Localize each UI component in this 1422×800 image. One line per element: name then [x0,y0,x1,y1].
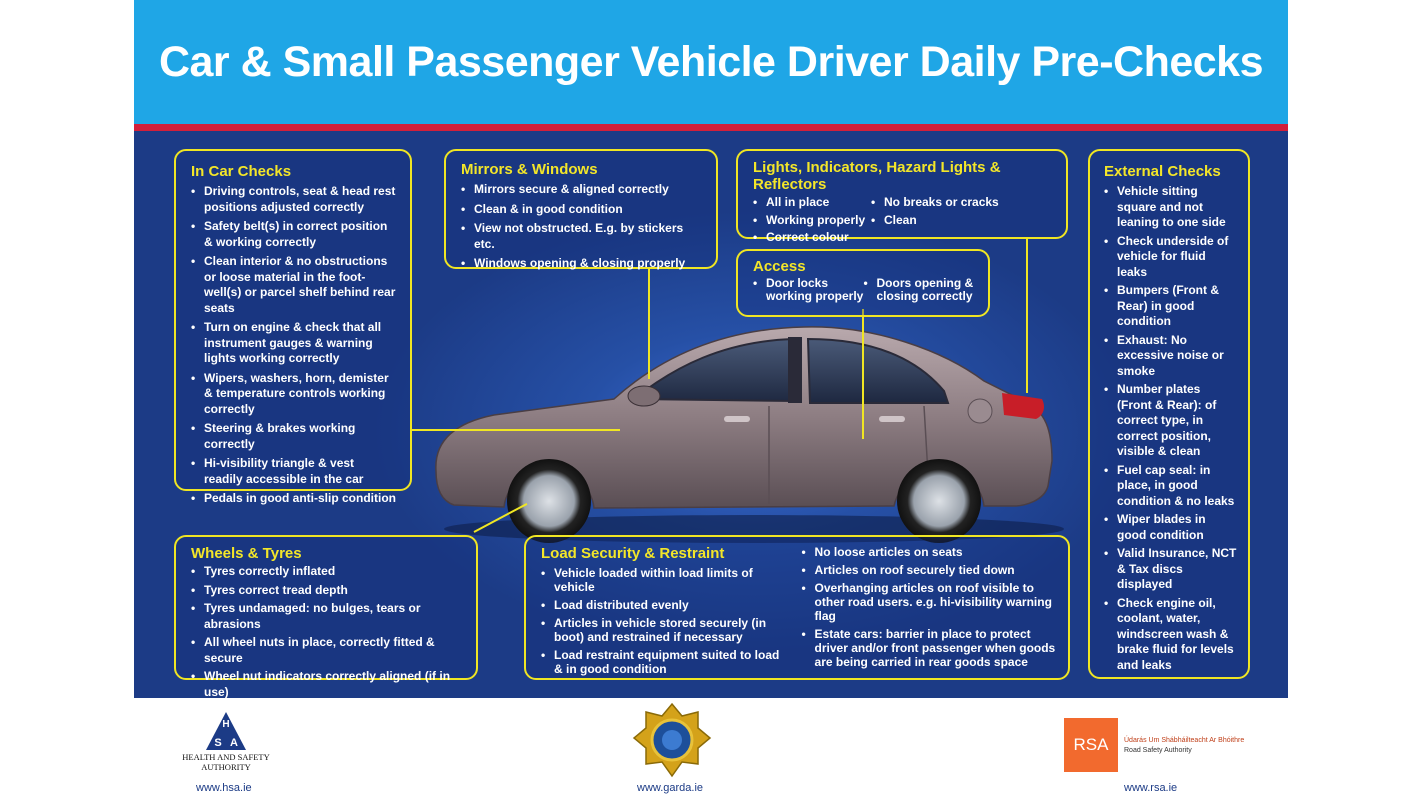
header-banner [134,0,1288,124]
car-pillar [788,337,802,403]
list-item: • Working properly [753,213,871,229]
list-item: • Vehicle loaded within load limits of vehicle [541,566,788,594]
list-item: • Clean interior & no obstructions or loose material in the foot-well(s) or parcel shelf behind rear seats [191,254,396,316]
rsa-irish-name: Údarás Um Shábháilteacht Ar Bhóithre [1124,737,1245,744]
front-wheel [507,459,591,543]
list-item: • Wheel nut indicators correctly aligned (if in use) [191,669,464,700]
in-car-checks-list [191,184,396,507]
list-item: • Clean & in good condition [461,202,702,218]
lights-list-left [753,195,871,248]
poster [134,0,1288,800]
list-item: • Safety belt(s) in correct position & working correctly [191,219,396,250]
mirrors-windows-heading: Mirrors & Windows [461,161,598,178]
load-security-heading: Load Security & Restraint [541,545,725,562]
list-item: • Tyres correct tread depth [191,583,464,599]
load-left-column [541,545,788,680]
list-item: • Doors opening & closing correctly [864,277,975,303]
list-item: • Correct colour [753,230,871,246]
access-heading: Access [753,258,806,275]
rear-wheel [897,459,981,543]
list-item: • Valid Insurance, NCT & Tax discs displayed [1104,546,1238,593]
lights-heading: Lights, Indicators, Hazard Lights & Reflectors [753,159,1001,193]
list-item: • Check underside of vehicle for fluid leaks [1104,234,1238,281]
list-item: • Articles on roof securely tied down [802,563,1056,577]
in-car-checks-heading: In Car Checks [191,163,292,180]
header-divider [134,124,1288,131]
page-title: Car & Small Passenger Vehicle Driver Daily Pre-Checks [158,38,1264,86]
access-columns [753,275,974,307]
list-item: • View not obstructed. E.g. by stickers etc. [461,221,702,252]
load-list-right [802,545,1056,680]
list-item: • Clean [871,213,999,229]
access-box [736,249,990,317]
in-car-checks-box [174,149,412,505]
hsa-logo-icon [204,710,248,752]
list-item: • Exhaust: No excessive noise or smoke [1104,333,1238,380]
access-list-right [864,277,975,307]
connector-lights [1026,238,1028,393]
external-checks-list [1104,184,1238,673]
door-handle-front [724,416,750,422]
list-item: • Wiper blades in good condition [1104,512,1238,543]
mirrors-windows-box [444,149,718,269]
hsa-letter-s: S [214,737,222,749]
list-item: • Load distributed evenly [541,598,788,612]
hsa-letter-a: A [230,737,238,749]
list-item: • Tyres correctly inflated [191,564,464,580]
fuel-cap [968,399,992,423]
list-item: • Wipers, washers, horn, demister & temperature controls working correctly [191,371,396,418]
list-item: • Tyres undamaged: no bulges, tears or abrasions [191,601,464,632]
rsa-logo-icon: RSA [1064,718,1118,772]
tail-light [1002,393,1044,419]
list-item: • Vehicle sitting square and not leaning to one side [1104,184,1238,231]
list-item: • Turn on engine & check that all instrument gauges & warning lights working correctly [191,320,396,367]
door-handle-rear [879,416,905,422]
lights-columns [753,193,1052,248]
list-item: • All in place [753,195,871,211]
list-item: • Steering & brakes working correctly [191,421,396,452]
list-item: • No loose articles on seats [802,545,1056,559]
rsa-name: Road Safety Authority [1124,747,1192,754]
wheels-tyres-heading: Wheels & Tyres [191,545,302,562]
list-item: • Pedals in good anti-slip condition [191,491,396,507]
list-item: • Estate cars: barrier in place to protect driver and/or front passenger when goods are being carried in rear goods space [802,627,1056,669]
list-item: • Windows opening & closing properly [461,256,702,272]
list-item: • Fuel cap seal: in place, in good condition & no leaks [1104,463,1238,510]
connector-mirrors [648,269,650,379]
checks-panel [134,131,1288,698]
mirrors-windows-list [461,182,702,272]
hsa-letter-h: H [222,719,230,730]
wheels-tyres-box [174,535,478,699]
wheels-tyres-list [191,564,464,719]
list-item: • Driving controls, seat & head rest positions adjusted correctly [191,184,396,215]
garda-url[interactable]: www.garda.ie [637,782,704,794]
list-item: • Mirrors secure & aligned correctly [461,182,702,198]
access-list-left [753,277,864,307]
list-item: • No breaks or cracks [871,195,999,211]
garda-badge-icon [632,702,712,778]
lights-box [736,149,1068,244]
list-item: • Number plates (Front & Rear): of correct type, in correct position, visible & clean [1104,382,1238,460]
list-item: • Door locks working properly [753,277,864,303]
list-item: • Articles in vehicle stored securely (in boot) and restrained if necessary [541,616,788,644]
car-illustration [424,311,1064,551]
external-checks-box [1088,149,1250,679]
load-list-left [541,566,788,676]
load-security-box [524,535,1070,680]
load-columns [541,545,1056,680]
list-item: • Bumpers (Front & Rear) in good condition [1104,283,1238,330]
hsa-name: HEALTH AND SAFETY AUTHORITY [182,752,270,772]
list-item: • All wheel nuts in place, correctly fitted & secure [191,635,464,666]
external-checks-heading: External Checks [1104,163,1221,180]
side-mirror [628,386,660,406]
hsa-url[interactable]: www.hsa.ie [196,782,252,794]
list-item: • Hi-visibility triangle & vest readily accessible in the car [191,456,396,487]
connector-in-car [410,429,620,431]
logo-footer [134,698,1288,800]
list-item: • Check engine oil, coolant, water, windscreen wash & brake fluid for levels and leaks [1104,596,1238,674]
lights-list-right [871,195,999,248]
list-item: • Overhanging articles on roof visible to other road users. e.g. hi-visibility warning flag [802,581,1056,623]
list-item: • Load restraint equipment suited to load & in good condition [541,648,788,676]
rsa-url[interactable]: www.rsa.ie [1124,782,1178,794]
connector-access [862,309,864,439]
